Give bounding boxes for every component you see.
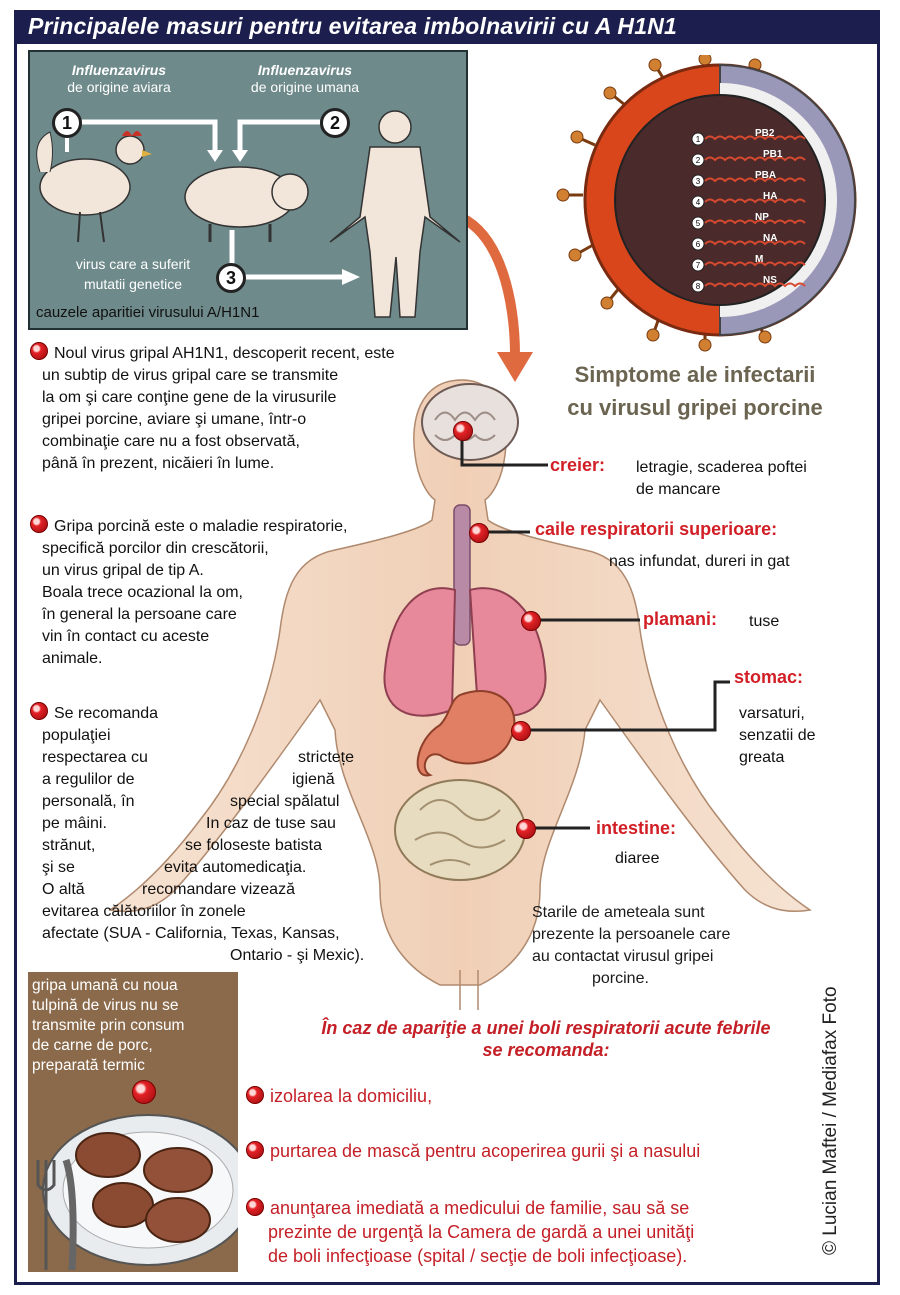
rna-segment-number: 8 xyxy=(695,282,701,291)
paragraph-new-virus: Noul virus gripal AH1N1, descoperit recent, este un subtip de virus gripal care se transmite la om şi care conţine gene de la virusurile gripei porcine, aviare şi umane, într-o combinaţie care nu a fost observată, până în prezent, nicăieri în lume. xyxy=(30,342,490,475)
meat-note: gripa umană cu noua tulpină de virus nu se transmite prin consum de carne de porc, preparată termic xyxy=(32,977,185,1074)
recommend-item-isolation: izolarea la domiciliu, xyxy=(246,1084,432,1108)
step-1-badge: 1 xyxy=(52,108,82,138)
rna-segment-label: NS xyxy=(763,275,777,286)
rna-segment-number: 2 xyxy=(695,156,701,165)
avian-virus-label: Influenzavirus de origine aviara xyxy=(67,62,171,95)
poster-title: Principalele masuri pentru evitarea imbolnavirii cu A H1N1 xyxy=(28,13,678,39)
virus-diagram xyxy=(555,55,865,355)
rna-segment-label: PB1 xyxy=(763,149,783,160)
airways-desc: nas infundat, dureri in gat xyxy=(609,553,790,570)
brain-label: creier: xyxy=(550,455,606,475)
stomach-label: stomac: xyxy=(734,667,804,687)
stomach-desc: varsaturi, senzatii de greata xyxy=(739,705,816,766)
rna-segment-label: PB2 xyxy=(755,128,775,139)
rna-segment-number: 4 xyxy=(695,198,701,207)
step-2-badge: 2 xyxy=(320,108,350,138)
brain-desc: letragie, scaderea poftei de mancare xyxy=(636,459,807,498)
meat-panel xyxy=(28,972,238,1272)
human-figure-icon xyxy=(330,111,460,317)
bullet-icon xyxy=(246,1198,264,1216)
plate-with-meat-icon xyxy=(28,1090,238,1272)
airways-label: caile respiratorii superioare: xyxy=(535,519,778,539)
bullet-icon xyxy=(30,515,48,533)
rna-segment-number: 6 xyxy=(695,240,701,249)
rna-segment-label: NP xyxy=(755,212,769,223)
paragraph-swine-flu: Gripa porcină este o maladie respiratorie, specifică porcilor din crescătorii, un virus gripal de tip A. Boala trece ocazional la om, în general la persoane care vin în contact cu aceste animale. xyxy=(30,515,440,670)
bullet-icon xyxy=(30,342,48,360)
recommend-item-doctor: anunţarea imediată a medicului de familie, sau să se prezinte de urgenţă la Camera de gardă a unei unităţi de boli infecţioase (spital / secţie de boli infecţioase). xyxy=(246,1196,836,1268)
causes-caption: cauzele aparitiei virusului A/H1N1 xyxy=(36,304,260,321)
lungs-label: plamani: xyxy=(643,609,718,629)
recommend-heading: În caz de apariţie a unei boli respiratorii acute febrile se recomanda: xyxy=(321,1018,771,1060)
dizziness-note: Starile de ameteala sunt prezente la persoanele care au contactat virusul gripei porcine. xyxy=(532,904,731,987)
intestine-desc: diaree xyxy=(615,850,660,867)
causes-panel xyxy=(28,50,468,330)
recommend-item-mask: purtarea de mască pentru acoperirea gurii şi a nasului xyxy=(246,1139,700,1163)
rna-segment-number: 7 xyxy=(695,261,701,270)
symptoms-title: Simptome ale infectarii cu virusul gripei porcine xyxy=(567,362,823,420)
intestine-marker-icon xyxy=(516,819,536,839)
rooster-icon xyxy=(37,131,152,242)
stomach-marker-icon xyxy=(511,721,531,741)
intestine-label: intestine: xyxy=(596,818,677,838)
bullet-icon xyxy=(246,1141,264,1159)
rna-segment-label: NA xyxy=(763,233,778,244)
human-virus-label: Influenzavirus de origine umana xyxy=(250,62,360,95)
paragraph-hygiene: Se recomanda populaţiei respectarea cu strictețe a regulilor de igienă personală, în special spălatul pe mâini. In caz de tuse sau strănut, se foloseste batista şi se evita automedicaţia. O altă recomandare vizează evitarea călătoriilor în zonele afectate (SUA - California, Texas, Kansas, Ontario - şi Mexic). xyxy=(30,702,430,967)
pig-icon xyxy=(185,167,308,242)
bullet-icon xyxy=(246,1086,264,1104)
rna-segment-label: PBA xyxy=(755,170,777,181)
rna-segment-label: M xyxy=(755,254,764,265)
rna-segment-number: 3 xyxy=(695,177,701,186)
rna-segment-number: 1 xyxy=(695,135,701,144)
bullet-icon xyxy=(30,702,48,720)
lungs-desc: tuse xyxy=(749,613,780,630)
lungs-marker-icon xyxy=(521,611,541,631)
photo-credit: © Lucian Maftei / Mediafax Foto xyxy=(820,986,841,1255)
mutation-text: virus care a suferit mutatii genetice xyxy=(75,256,191,292)
rna-segment-label: HA xyxy=(763,191,778,202)
brain-marker-icon xyxy=(453,421,473,441)
rna-segment-number: 5 xyxy=(695,219,701,228)
airways-marker-icon xyxy=(469,523,489,543)
step-3-badge: 3 xyxy=(216,263,246,293)
